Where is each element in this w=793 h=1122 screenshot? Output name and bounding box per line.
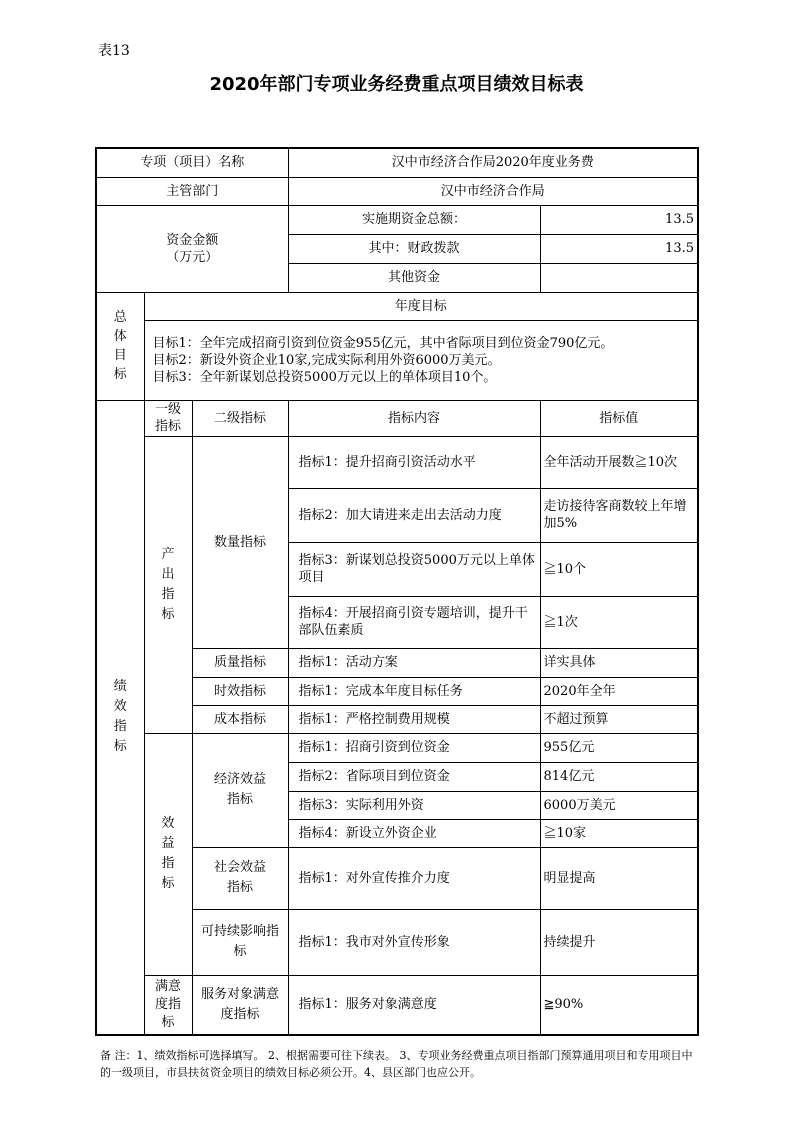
economic-3-content: 指标3：实际利用外资 — [288, 791, 540, 819]
header-level2: 二级指标 — [192, 400, 288, 436]
footnote: 备 注：1、绩效指标可选择填写。 2、根据需要可往下续表。 3、专项业务经费重点项目指部门预算通用项目和专用项目中的一级项目，市县扶贫资金项目的绩效目标必须公开。4、县区部门也应公开。 — [100, 1049, 693, 1079]
quantity-4-content: 指标4：开展招商引资专题培训，提升干部队伍素质 — [288, 596, 540, 648]
benefit-indicators-label — [144, 733, 192, 975]
annual-goals — [144, 320, 698, 400]
economic-4-content: 指标4：新设立外资企业 — [288, 819, 540, 847]
quantity-2-content: 指标2：加大请进来走出去活动力度 — [288, 488, 540, 542]
goal-2: 目标2：新设外资企业10家,完成实际利用外资6000万美元。 — [152, 352, 501, 368]
quantity-2-value: 走访接待客商数较上年增加5% — [540, 488, 698, 542]
timeliness-value: 2020年全年 — [540, 677, 698, 705]
satisfaction-indicators-label — [144, 975, 192, 1035]
sustainable-indicators-label — [192, 909, 288, 975]
header-level1-text: 一级指标 — [154, 402, 181, 434]
economic-4-value: ≧10家 — [540, 819, 698, 847]
social-content: 指标1：对外宣传推介力度 — [288, 847, 540, 909]
satisfaction-value: ≧90% — [540, 975, 698, 1035]
header-value: 指标值 — [540, 400, 698, 436]
header-content: 指标内容 — [288, 400, 540, 436]
page-title: 2020年部门专项业务经费重点项目绩效目标表 — [209, 74, 584, 95]
sustainable-value: 持续提升 — [540, 909, 698, 975]
table-number: 表13 — [98, 43, 130, 59]
sustainable-indicators-label-text: 可持续影响指标 — [201, 924, 280, 959]
funds-other-label: 其他资金 — [288, 263, 540, 292]
project-name-value: 汉中市经济合作局2020年度业务费 — [288, 148, 698, 177]
goal-1: 目标1：全年完成招商引资到位资金955亿元，其中省际项目到位资金790亿元。 — [152, 335, 614, 351]
quantity-1-value: 全年活动开展数≧10次 — [540, 436, 698, 488]
funds-label: 资金金额 — [166, 232, 219, 248]
cost-content: 指标1：严格控制费用规模 — [288, 705, 540, 733]
overall-goal-label — [96, 292, 144, 400]
economic-1-value: 955亿元 — [540, 733, 698, 762]
benefit-indicators-label-text: 效益指标 — [161, 816, 175, 891]
output-indicators-label-text: 产出指标 — [161, 546, 175, 622]
quantity-1-content: 指标1：提升招商引资活动水平 — [288, 436, 540, 488]
annual-goal-header: 年度目标 — [144, 292, 698, 320]
department-value: 汉中市经济合作局 — [288, 177, 698, 205]
header-level1 — [144, 400, 192, 436]
funds-fiscal-label: 其中：财政拨款 — [288, 234, 540, 263]
funds-unit: （万元） — [166, 249, 219, 265]
timeliness-content: 指标1：完成本年度目标任务 — [288, 677, 540, 705]
funds-total-value: 13.5 — [540, 205, 698, 234]
social-value: 明显提高 — [540, 847, 698, 909]
economic-indicators-label-text: 经济效益指标 — [213, 772, 266, 807]
economic-2-content: 指标2：省际项目到位资金 — [288, 762, 540, 791]
quality-content: 指标1：活动方案 — [288, 648, 540, 677]
performance-indicators-label-text: 绩效指标 — [113, 679, 127, 755]
cost-value: 不超过预算 — [540, 705, 698, 733]
satisfaction-indicators-label-text: 满意度指标 — [154, 978, 181, 1030]
economic-3-value: 6000万美元 — [540, 791, 698, 819]
economic-2-value: 814亿元 — [540, 762, 698, 791]
social-indicators-label-text: 社会效益指标 — [213, 860, 266, 895]
service-satisfaction-label — [192, 975, 288, 1035]
sustainable-content: 指标1：我市对外宣传形象 — [288, 909, 540, 975]
funds-total-label: 实施期资金总额： — [288, 205, 540, 234]
goal-3: 目标3：全年新谋划总投资5000万元以上的单体项目10个。 — [152, 369, 497, 385]
economic-indicators-label — [192, 733, 288, 847]
project-name-label: 专项（项目）名称 — [96, 148, 288, 177]
funds-fiscal-value: 13.5 — [540, 234, 698, 263]
overall-goal-label-text: 总体目标 — [113, 310, 127, 382]
timeliness-indicators-label: 时效指标 — [192, 677, 288, 705]
performance-target-table — [95, 147, 699, 1036]
economic-1-content: 指标1：招商引资到位资金 — [288, 733, 540, 762]
quantity-3-value: ≧10个 — [540, 542, 698, 596]
social-indicators-label — [192, 847, 288, 909]
quality-value: 详实具体 — [540, 648, 698, 677]
department-label: 主管部门 — [96, 177, 288, 205]
funds-label-cell — [96, 205, 288, 292]
cost-indicators-label: 成本指标 — [192, 705, 288, 733]
satisfaction-content: 指标1：服务对象满意度 — [288, 975, 540, 1035]
quantity-indicators-label: 数量指标 — [192, 436, 288, 648]
service-satisfaction-label-text: 服务对象满意度指标 — [200, 986, 279, 1022]
funds-other-value — [540, 263, 698, 292]
quantity-3-content: 指标3：新谋划总投资5000万元以上单体项目 — [288, 542, 540, 596]
quality-indicators-label: 质量指标 — [192, 648, 288, 677]
performance-indicators-label — [96, 400, 144, 1035]
quantity-4-value: ≧1次 — [540, 596, 698, 648]
output-indicators-label — [144, 436, 192, 733]
